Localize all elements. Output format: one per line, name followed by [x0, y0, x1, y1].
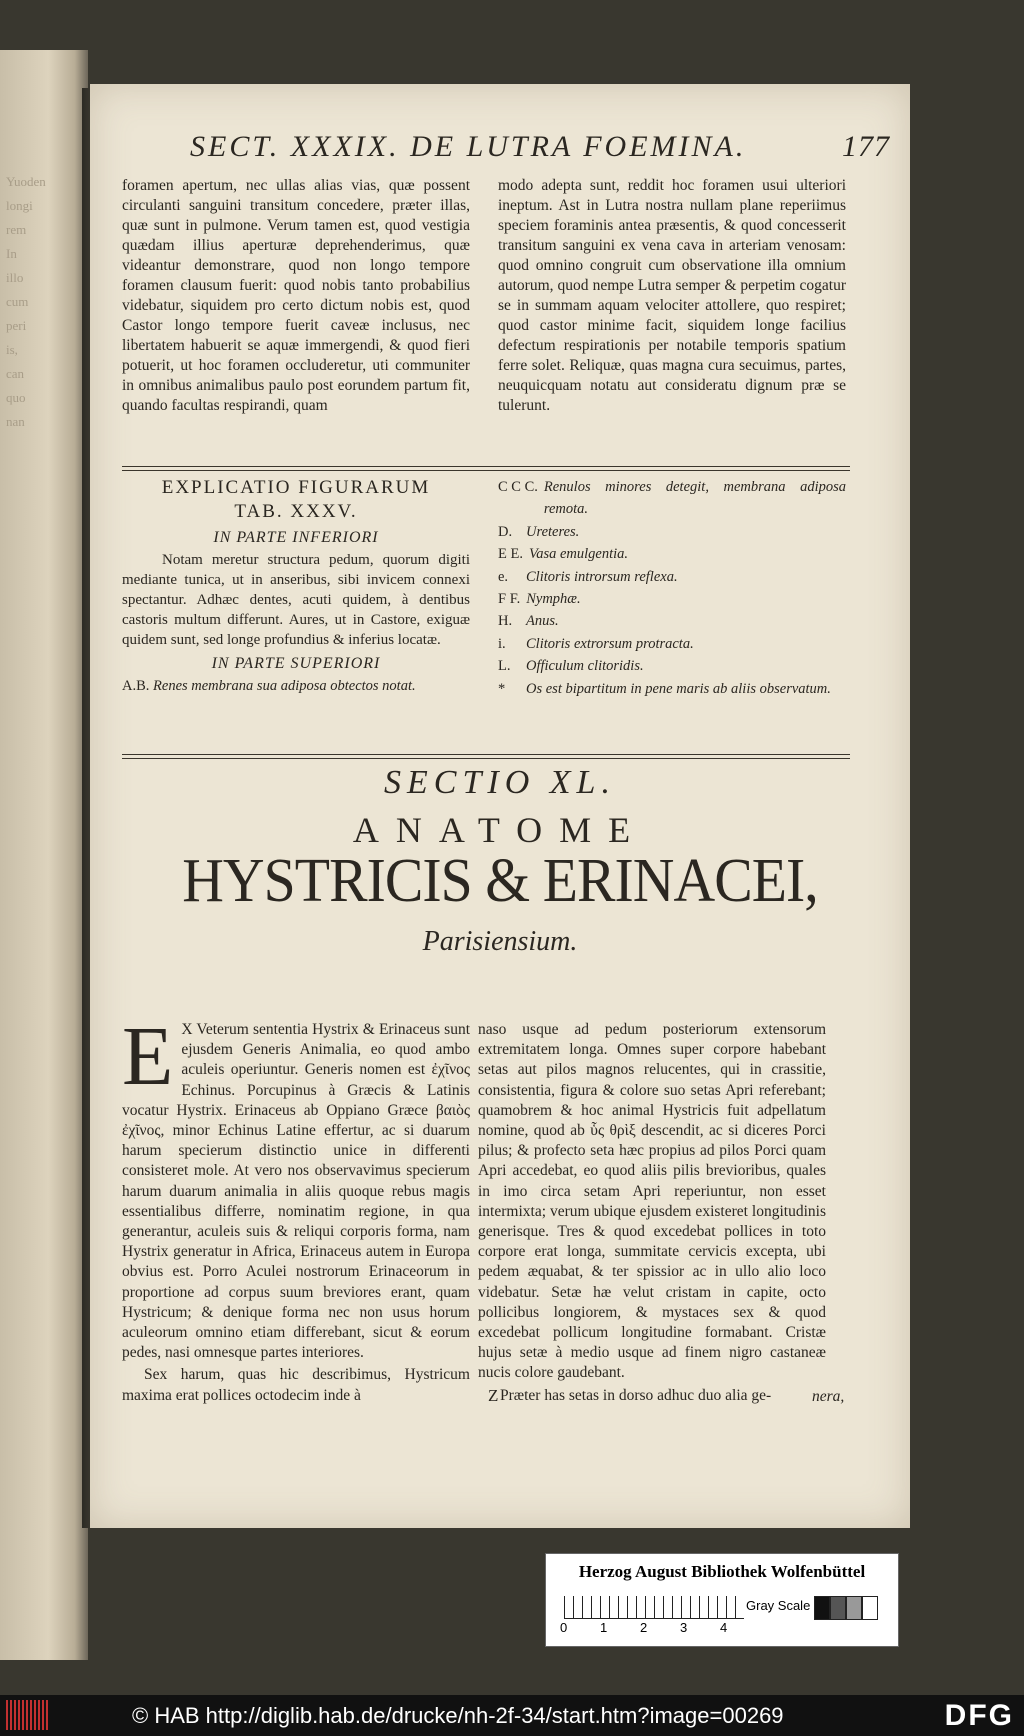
library-color-card	[545, 1553, 899, 1647]
top-right-paragraph: modo adepta sunt, reddit hoc foramen usui ulteriori ineptum. Ast in Lutra nostra nullam plane reperiimus speciem foraminis antea præsentis, & quod concesserit transitum sanguini ex vena cava in arteriam venosam: quod omnino congruit cum observatione illa omnium autorum, quod nempe Lutra semper & perpetim cogatur se in summam aquam velociter attollere, quo respiret; quod castor minime facit, siquidem longe facilius defectum respirationis per notabile temporis spatium ferre solet. Reliquæ, quas magna cura secuimus, partes, neuquicquam notatu aut consideratu dignum præ se tulerunt.	[498, 177, 846, 414]
body-left-paragraph-1: X Veterum sententia Hystrix & Erinaceus sunt ejusdem Generis Animalia, eo quod ambo aculeis operiuntur. Generis nomen est ἐχῖνος Echinus. Porcupinus à Græcis & Latinis vocatur Hystrix. Erinaceus ab Oppiano Græce βαιὸς ἐχῖνος, minor Echinus Latine effertur, ac si duarum harum specierum distinctio unice in differenti consisteret mole. At vero nos observavimus specierum harum duarum animalia in aliis quoque rebus magis essentialibus differre, nominatim regione, in qua generantur, aculeis suis & reliqui corporis forma, nam Hystrix generatur in Africa, Erinaceus autem in Europa obvius est. Porro Aculei nostrorum Erinaceorum in proportione ad corpus suum breviores erant, quam Hystricum; & denique forma nec non usus horum aculeorum omnino etiam differebant, sicut & eorum pedes, nasi omnesque partes interiores.	[122, 1021, 470, 1362]
left-page-bleed-text: Yuoden longi rem In illo cum peri is, can quo nan	[6, 174, 46, 429]
library-name: Herzog August Bibliothek Wolfenbüttel	[578, 1562, 866, 1581]
legend-item	[498, 610, 846, 632]
legend-key: C C C.	[498, 479, 538, 495]
section-title: SECTIO XL.	[384, 764, 616, 801]
dfg-logo: DFG	[944, 1699, 1014, 1732]
body-left-column	[122, 1010, 470, 1406]
legend-item	[498, 588, 846, 610]
body-right-paragraph-1: naso usque ad pedum posteriorum extensorum extremitatem longa. Omnes super corpore habebant setas aut pilos magnos relucentes, qui in crassitie, consistentia, figura & colore suo setas Apri referebant; quamobrem & hoc animal Hystricis fuit adpellatum nomine, quod ab ὗς θρὶξ descendit, ac si diceres Porci pilus; & profecto seta hæc propius ad pilos Porci quam Apri accedebat, eo quod aliis pilis brevioribus, quales in imo circa setam Apri reperiuntur, non esset intermixta; verum ubique ejusdem existeret longitudinis generisque. Tres & quod excedebat pollices in toto corpore erat longa, summitate cervicis excepta, ubi pedem æquabat, & ter spissior ac in ullo alio loco videbatur. Setæ hæ velut cristam in capite, octo pollicibus longiorem, & mystaces sex & quod excedebat pollicum longitudine formabant. Cristæ hujus setæ à medio usque ad finem nigro castaneæ nucis colore gaudebant.	[478, 1021, 826, 1382]
catchword: nera,	[812, 1388, 845, 1405]
legend-key: H.	[498, 613, 513, 630]
inferior-heading: IN PARTE INFERIORI	[213, 529, 379, 546]
legend-item	[498, 678, 846, 700]
top-text-right-column	[498, 176, 846, 416]
legend-item	[498, 543, 846, 565]
legend-text: Os est bipartitum in pene maris ab aliis observatum.	[526, 680, 831, 697]
legend-text: Clitoris extrorsum protracta.	[526, 635, 694, 652]
legend-key: e.	[498, 568, 509, 585]
legend-key: L.	[498, 658, 511, 675]
legend-key: *	[498, 680, 506, 697]
ruler-number: 4	[720, 1620, 728, 1635]
legend-text: Vasa emulgentia.	[528, 546, 629, 563]
top-left-paragraph: foramen apertum, nec ullas alias vias, quæ possent circulanti sanguini transitum concedere, præter illas, quæ sunt in pulmone. Verum tamen est, quod vestigia quædam illius aperturæ deprehenderimus, quæ videantur demonstrare, quod non longo tempore foramen clausum fuerit: quod nobis tanto probabilius videbatur, siquidem pro certo dictum nobis est, quod Castor longo tempore fuerit caveæ inclusus, nec libertatem habuerit se aquæ immergendi, & quod fieri potuerit, ut hoc foramen occluderetur, uti communiter in omnibus animalibus paulo post eorundem partum fit, quando facultas respirandi, quam	[122, 177, 470, 414]
viewer-footer-bar	[0, 1695, 1024, 1736]
legend-item	[498, 476, 846, 521]
parisiensium-subtitle: Parisiensium.	[422, 926, 578, 957]
superior-heading: IN PARTE SUPERIORI	[211, 655, 381, 672]
legend-key: D.	[498, 523, 513, 540]
gray-swatch-white	[862, 1596, 878, 1620]
ruler-scale	[564, 1596, 744, 1619]
legend-text: Renulos minores detegit, membrana adiposa remota.	[543, 479, 846, 518]
page-number: 177	[842, 130, 890, 163]
section-divider-rule-2	[122, 754, 850, 759]
book-page	[90, 84, 910, 1528]
gray-swatch-black	[814, 1596, 830, 1620]
legend-item	[498, 521, 846, 543]
legend-text: Nymphæ.	[526, 591, 581, 608]
legend-ab	[122, 676, 470, 696]
ruler-number: 0	[560, 1620, 568, 1635]
gray-swatch-mid	[846, 1596, 862, 1620]
legend-item	[498, 566, 846, 588]
section-divider-rule	[122, 466, 850, 471]
figure-legend-list	[498, 476, 846, 700]
legend-key: i.	[498, 635, 506, 652]
body-left-paragraph-2: Sex harum, quas hic describimus, Hystricum maxima erat pollices octodecim inde à	[122, 1366, 470, 1404]
legend-key: F F.	[498, 591, 521, 608]
inferior-text: Notam meretur structura pedum, quorum digiti mediante tunica, ut in anseribus, sibi invicem connexi spectantur. Adhæc dentes, acuti quidem, à dentibus castoris multum differunt. Aures, ut in Castore, exiguæ quidem sunt, sed longe profundius & inferius locatæ.	[122, 552, 470, 648]
left-facing-page	[0, 50, 88, 1660]
anatome-heading: ANATOME	[352, 810, 648, 850]
body-right-paragraph-2: Præter has setas in dorso adhuc duo alia ge-	[500, 1386, 772, 1404]
hystricis-heading: HYSTRICIS & ERINACEI,	[182, 847, 818, 915]
running-head-title: SECT. XXXIX. DE LUTRA FOEMINA.	[190, 130, 747, 163]
legend-ab-text: Renes membrana sua adiposa obtectos notat.	[153, 678, 416, 694]
ruler-number: 2	[640, 1620, 648, 1635]
source-url-link[interactable]: © HAB http://diglib.hab.de/drucke/nh-2f-34/start.htm?image=00269	[132, 1703, 784, 1728]
legend-text: Clitoris introrsum reflexa.	[526, 568, 678, 585]
gray-scale-label: Gray Scale	[746, 1598, 811, 1613]
legend-key: E E.	[498, 546, 523, 563]
running-head	[190, 130, 890, 170]
legend-item	[498, 655, 846, 677]
signature-mark: Z	[488, 1386, 499, 1405]
figure-explanation-left	[122, 476, 470, 696]
table-number: TAB. XXXV.	[234, 501, 358, 522]
legend-text: Anus.	[526, 613, 559, 630]
ruler-number: 3	[680, 1620, 688, 1635]
legend-item	[498, 633, 846, 655]
ruler-number: 1	[600, 1620, 608, 1635]
drop-capital: E	[122, 1010, 174, 1103]
figures-heading: EXPLICATIO FIGURARUM	[161, 477, 431, 498]
legend-text: Ureteres.	[526, 523, 580, 540]
legend-ab-key: A.B.	[122, 678, 150, 694]
body-right-column	[478, 1020, 826, 1406]
legend-text: Officulum clitoridis.	[526, 658, 644, 675]
gray-swatch-dark	[830, 1596, 846, 1620]
hab-logo-icon	[6, 1700, 48, 1730]
top-text-left-column	[122, 176, 470, 416]
